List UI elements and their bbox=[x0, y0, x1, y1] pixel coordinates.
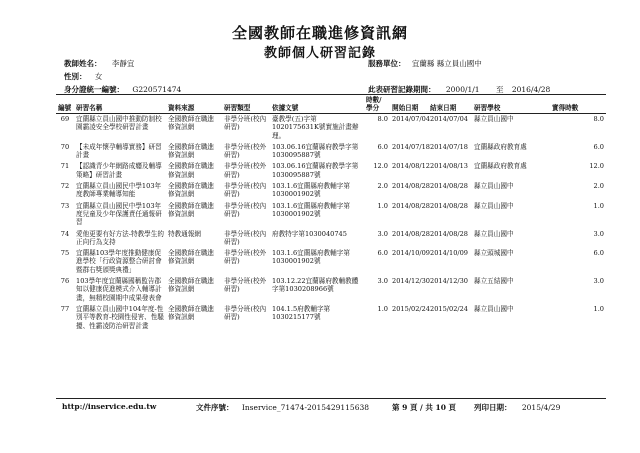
course-name: 宜蘭縣立員山國中推動防制校園霸凌安全學校研習計畫 bbox=[76, 115, 162, 132]
site-url[interactable]: http://inservice.edu.tw bbox=[62, 402, 157, 411]
actual-hours: 6.0 bbox=[593, 249, 604, 258]
header-top-rule bbox=[56, 94, 606, 95]
table-row bbox=[56, 276, 606, 304]
page-title: 全國教師在職進修資訊網 bbox=[231, 24, 408, 42]
actual-hours: 1.0 bbox=[593, 304, 604, 313]
data-source: 特教通報網 bbox=[168, 229, 201, 238]
hours-credits: 6.0 bbox=[377, 142, 388, 151]
host-school: 縣立員山國中 bbox=[474, 182, 514, 191]
col-hours: 時數/學分 bbox=[366, 96, 382, 112]
col-type: 研習類型 bbox=[224, 104, 251, 112]
period-sep: 至 bbox=[495, 85, 504, 94]
course-type: 非學分班(校內研習) bbox=[224, 229, 267, 246]
footer-rule bbox=[56, 398, 606, 399]
col-school: 研習學校 bbox=[474, 104, 501, 112]
row-number: 69 bbox=[60, 115, 70, 123]
row-number: 74 bbox=[60, 229, 70, 238]
host-school: 縣立員山國中 bbox=[474, 229, 514, 238]
teacher-name-label: 教師姓名： bbox=[64, 59, 102, 68]
course-type: 非學分班(校內研習) bbox=[224, 115, 267, 132]
row-number: 71 bbox=[60, 162, 70, 171]
id-label: 身分證統一編號： bbox=[64, 85, 124, 94]
gender-row bbox=[64, 71, 102, 82]
hours-credits: 6.0 bbox=[377, 249, 388, 258]
data-source: 全國教師在職進修資訊網 bbox=[168, 115, 215, 132]
start-date: 2014/12/30 bbox=[392, 277, 431, 286]
hours-credits: 3.0 bbox=[377, 229, 388, 238]
doc-reference: 府教特字第1030040745 bbox=[272, 229, 347, 238]
hours-credits: 2.0 bbox=[377, 182, 388, 191]
end-date: 2014/07/04 bbox=[430, 115, 469, 123]
end-date: 2014/08/28 bbox=[430, 229, 469, 238]
doc-reference: 103.1.6宜蘭縣府教輔字第1030001902號 bbox=[272, 201, 350, 218]
course-type: 非學分班(校內研習) bbox=[224, 201, 267, 218]
start-date: 2014/10/09 bbox=[392, 249, 431, 258]
table-row bbox=[56, 114, 606, 142]
print-date-row bbox=[474, 402, 560, 413]
doc-reference: 103.12.22宜蘭縣府教輔教體字第1030208966號 bbox=[272, 277, 359, 294]
table-row bbox=[56, 248, 606, 276]
teacher-name-row bbox=[64, 58, 134, 69]
end-date: 2014/12/30 bbox=[430, 277, 469, 286]
table-row bbox=[56, 304, 606, 332]
table-row bbox=[56, 181, 606, 201]
period-label: 此表研習記錄期間： bbox=[368, 85, 436, 94]
course-type: 非學分班(校外研習) bbox=[224, 142, 267, 160]
table-row bbox=[56, 161, 606, 181]
table-row bbox=[56, 201, 606, 229]
col-source: 資料來源 bbox=[168, 104, 195, 112]
host-school: 宜蘭縣政府教育處 bbox=[474, 162, 527, 171]
actual-hours: 8.0 bbox=[593, 115, 604, 123]
id-number: G220571474 bbox=[132, 85, 182, 94]
end-date: 2014/07/18 bbox=[430, 142, 469, 151]
doc-reference: 103.06.16宜蘭縣府教學字第1030095887號 bbox=[272, 142, 359, 160]
end-date: 2014/10/09 bbox=[430, 249, 469, 258]
teacher-name: 李靜宜 bbox=[111, 59, 135, 68]
period-start: 2000/1/1 bbox=[445, 85, 480, 94]
data-source: 全國教師在職進修資訊網 bbox=[168, 142, 215, 160]
hours-credits: 1.0 bbox=[377, 201, 388, 210]
row-number: 77 bbox=[60, 304, 70, 313]
hours-credits: 8.0 bbox=[377, 115, 388, 123]
col-end: 結束日期 bbox=[430, 104, 457, 112]
doc-reference: 103.1.6宜蘭縣府教輔字第1030001902號 bbox=[272, 249, 350, 266]
course-type: 非學分班(校外研習) bbox=[224, 277, 267, 294]
course-name: 【未成年懷孕輔導實務】研習計畫 bbox=[76, 142, 162, 160]
hours-credits: 12.0 bbox=[373, 162, 388, 171]
start-date: 2014/08/12 bbox=[392, 162, 431, 171]
actual-hours: 6.0 bbox=[593, 142, 604, 151]
unit: 宜蘭縣 縣立員山國中 bbox=[411, 59, 482, 68]
host-school: 縣立員山國中 bbox=[474, 201, 514, 210]
doc-reference: 104.1.5府教輔字第1030215177號 bbox=[272, 304, 331, 322]
row-number: 70 bbox=[60, 142, 70, 151]
actual-hours: 3.0 bbox=[593, 229, 604, 238]
actual-hours: 12.0 bbox=[589, 162, 604, 171]
training-records-table bbox=[56, 96, 606, 332]
host-school: 縣立五結國中 bbox=[474, 277, 514, 286]
table-header-row bbox=[56, 96, 606, 114]
start-date: 2014/08/28 bbox=[392, 229, 431, 238]
doc-serial: Inservice_71474-2015429115638 bbox=[241, 403, 370, 412]
period-end: 2016/4/28 bbox=[511, 85, 551, 94]
data-source: 全國教師在職進修資訊網 bbox=[168, 162, 215, 179]
end-date: 2014/08/28 bbox=[430, 201, 469, 210]
data-source: 全國教師在職進修資訊網 bbox=[168, 304, 215, 322]
page-subtitle: 教師個人研習記錄 bbox=[263, 46, 376, 61]
doc-reference: 臺教學(五)字第1020175631K號實施計畫辦理。 bbox=[272, 115, 359, 140]
row-number: 76 bbox=[60, 277, 70, 286]
row-number: 72 bbox=[60, 182, 70, 191]
table-row bbox=[56, 229, 606, 249]
end-date: 2015/02/24 bbox=[430, 304, 469, 313]
start-date: 2014/07/04 bbox=[392, 115, 431, 123]
course-name: 宜蘭縣立員山國中104年度-性別平等教育-校園性侵害、性騷擾、性霸凌防治研習計畫 bbox=[76, 304, 164, 330]
course-name: 103學年度宜蘭縣國稱監告郡知以健康促進模式介入輔導計畫，無精校園期中成果發表會 bbox=[76, 277, 162, 302]
data-source: 全國教師在職進修資訊網 bbox=[168, 182, 215, 199]
doc-serial-label: 文件序號： bbox=[196, 403, 234, 412]
actual-hours: 1.0 bbox=[593, 201, 604, 210]
col-start: 開始日期 bbox=[392, 104, 419, 112]
course-type: 非學分班(校內研習) bbox=[224, 182, 267, 199]
col-doc: 依據文號 bbox=[272, 104, 299, 112]
course-name: 愛他更要有好方法-特教學生的正向行為支持 bbox=[76, 229, 164, 246]
table-row bbox=[56, 142, 606, 162]
gender-label: 性別： bbox=[64, 72, 87, 81]
doc-reference: 103.1.6宜蘭縣府教輔字第1030001902號 bbox=[272, 182, 350, 199]
doc-reference: 103.06.16宜蘭縣府教學字第1030095887號 bbox=[272, 162, 359, 179]
data-source: 全國教師在職進修資訊網 bbox=[168, 249, 215, 266]
start-date: 2014/08/28 bbox=[392, 182, 431, 191]
row-number: 75 bbox=[60, 249, 70, 258]
col-actual: 實得時數 bbox=[552, 104, 579, 112]
hours-credits: 1.0 bbox=[377, 304, 388, 313]
doc-serial-row bbox=[196, 402, 369, 413]
course-type: 非學分班(校外研習) bbox=[224, 249, 267, 266]
hours-credits: 3.0 bbox=[377, 277, 388, 286]
course-type: 非學分班(校外研習) bbox=[224, 162, 267, 179]
unit-row bbox=[368, 58, 482, 69]
start-date: 2014/08/28 bbox=[392, 201, 431, 210]
data-source: 全國教師在職進修資訊網 bbox=[168, 201, 215, 218]
unit-label: 服務單位： bbox=[368, 59, 406, 68]
end-date: 2014/08/13 bbox=[430, 162, 469, 171]
actual-hours: 2.0 bbox=[593, 182, 604, 191]
gender: 女 bbox=[94, 72, 103, 81]
col-name: 研習名稱 bbox=[76, 104, 103, 112]
course-type: 非學分班(校內研習) bbox=[224, 304, 267, 322]
host-school: 縣立員山國中 bbox=[474, 304, 514, 313]
start-date: 2014/07/18 bbox=[392, 142, 431, 151]
course-name: 宜蘭縣立員山國民中學103年度兒童及少年保護責任通報研習 bbox=[76, 201, 162, 227]
col-no: 編號 bbox=[58, 104, 72, 112]
actual-hours: 3.0 bbox=[593, 277, 604, 286]
course-name: 宜蘭縣103學年度推動健康促進學校「行政資源整合研討會暨群右獎頒獎典禮」 bbox=[76, 249, 162, 274]
print-date: 2015/4/29 bbox=[521, 403, 561, 412]
host-school: 宜蘭縣政府教育處 bbox=[474, 142, 527, 151]
course-name: 【認識青少年網路成癮及輔導策略】研習計畫 bbox=[76, 162, 162, 179]
course-name: 宜蘭縣立員山國民中學103年度教師專業輔導知能 bbox=[76, 182, 162, 199]
print-date-label: 列印日期： bbox=[474, 403, 512, 412]
row-number: 73 bbox=[60, 201, 70, 210]
host-school: 縣立頭城國中 bbox=[474, 249, 514, 258]
data-source: 全國教師在職進修資訊網 bbox=[168, 277, 215, 294]
end-date: 2014/08/28 bbox=[430, 182, 469, 191]
host-school: 縣立員山國中 bbox=[474, 115, 514, 123]
start-date: 2015/02/24 bbox=[392, 304, 431, 313]
page-indicator: 第 9 頁 / 共 10 頁 bbox=[392, 403, 457, 412]
